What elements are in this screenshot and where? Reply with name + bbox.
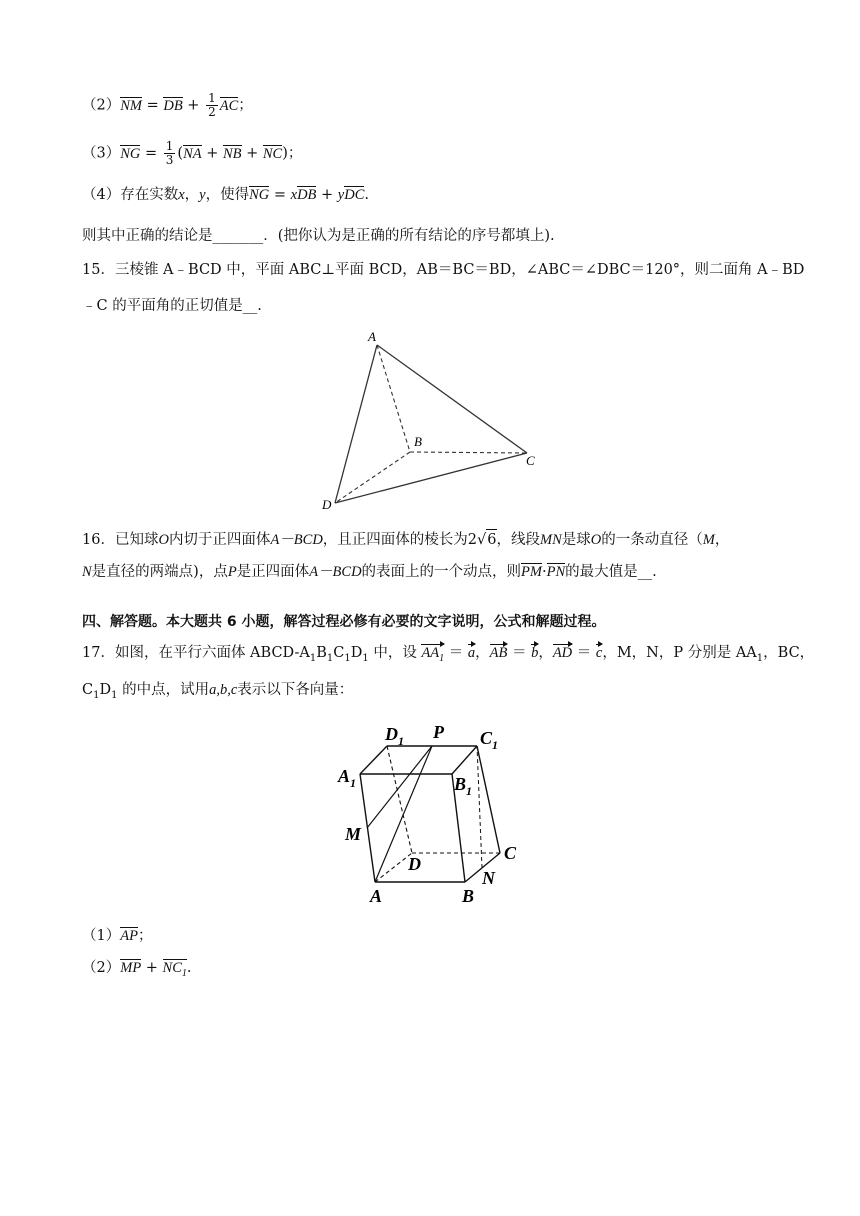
text: B (316, 645, 327, 661)
punct: ； (137, 928, 153, 944)
q14-item-4 (82, 185, 369, 205)
var-n: N (82, 564, 92, 580)
q16-line-1: 16．已知球O内切于正四面体A－BCD，且正四面体的棱长为2√6，线段MN是球O的一条动直径（M， (82, 529, 729, 550)
text: ， (714, 532, 730, 548)
fraction-third (164, 140, 176, 167)
plus: + (316, 187, 338, 203)
var-x: x (178, 187, 185, 203)
paren: ( (177, 145, 184, 162)
equals: ＝ (572, 645, 596, 661)
text: 的一条动直径（ (601, 532, 703, 548)
q15-tetrahedron-figure (310, 325, 550, 515)
subscript: 1 (756, 652, 764, 664)
label-b1: $B_1$ (454, 774, 473, 798)
label-a1: $A_1$ (338, 766, 357, 790)
text: ，使得 (205, 187, 250, 203)
vector-ap: AP (120, 928, 138, 944)
text: 内切于正四面体 (168, 532, 271, 548)
label-b: B (462, 886, 475, 906)
vec-text: NC (162, 960, 182, 976)
subscript: 1 (181, 967, 187, 979)
segment-mn: MN (540, 532, 562, 548)
text: ，BC， (763, 645, 815, 661)
q14-item-3 (82, 140, 302, 167)
item-number: （2） (82, 960, 121, 976)
label-d1: $D_1$ (385, 724, 404, 748)
subscript: 1 (344, 652, 351, 664)
text: D (99, 682, 112, 698)
tetra-name: A－BCD (270, 532, 323, 548)
var-p: P (227, 564, 237, 580)
label-d: D (408, 854, 421, 874)
edge-c1b1 (452, 746, 477, 774)
item-number: （4） (82, 187, 121, 203)
tetra-name: A－BCD (309, 564, 362, 580)
var-o: O (590, 532, 602, 548)
fraction-half (206, 92, 218, 119)
vector-ab: AB (489, 645, 508, 661)
subscript: 1 (111, 689, 118, 701)
label-b: B (414, 434, 422, 449)
edge-ab-hidden (377, 345, 410, 452)
denominator: 3 (165, 153, 174, 167)
item-number: （2） (82, 97, 121, 114)
edge-ac (377, 345, 527, 453)
equals: = (140, 145, 162, 162)
q17-line-1 (82, 643, 814, 669)
equals: ＝ (444, 645, 468, 661)
label-c1: $C_1$ (480, 728, 499, 752)
vector-pn: PN (546, 564, 566, 580)
vector-mp: MP (120, 960, 142, 976)
equals: = (141, 97, 164, 114)
text: ，且正四面体的棱长为 (322, 532, 468, 548)
text: 17．如图，在平行六面体 ABCD-A (82, 645, 310, 661)
vector-nb: NB (222, 145, 242, 162)
sqrt-radicand: 6 (486, 529, 496, 550)
item-number: （1） (82, 928, 121, 944)
item-number: （3） (82, 145, 121, 162)
label-m: M (345, 824, 362, 844)
vec-text: AA (421, 645, 440, 661)
punct: . (186, 960, 192, 976)
coef: 2 (467, 532, 478, 548)
punct: ， (538, 645, 553, 661)
text: 的中点，试用 (117, 682, 210, 698)
vector-a: a (467, 645, 476, 661)
q14-item-2 (82, 92, 253, 119)
segment-mp (367, 746, 432, 828)
var-m: M (702, 532, 715, 548)
numerator: 1 (165, 139, 174, 153)
label-c: C (526, 453, 535, 468)
label-n: N (482, 868, 495, 888)
edge-d1d-hidden (387, 746, 412, 853)
vector-ad: AD (552, 645, 573, 661)
section-4-heading: 四、解答题。本大题共 6 小题，解答过程必修有必要的文字说明，公式和解题过程。 (82, 614, 606, 630)
vector-aa1 (421, 643, 444, 669)
q14-conclusion: 则其中正确的结论是_______．(把你认为是正确的所有结论的序号都填上). (82, 228, 555, 244)
vector-ac: AC (219, 97, 239, 114)
plus: + (141, 960, 163, 976)
vector-nc: NC (262, 145, 283, 162)
plus: + (182, 97, 205, 114)
q15-line-1: 15．三棱锥 A﹣BCD 中，平面 ABC⊥平面 BCD，AB＝BC＝BD，∠ABC＝∠DBC＝120°，则二面角 A﹣BD (82, 262, 805, 278)
q17-part-2 (82, 958, 192, 984)
var-y: y (337, 187, 345, 203)
punct: ， (184, 187, 200, 203)
vector-dc: DC (344, 187, 365, 203)
basis-vectors: a,b,c (209, 682, 238, 698)
text: ，线段 (496, 532, 541, 548)
edge-ad (335, 345, 377, 503)
punct: . (364, 187, 369, 203)
edge-dc (335, 453, 527, 503)
text: 中，设 (368, 645, 422, 661)
label-a: A (368, 329, 376, 344)
vector-c: c (595, 645, 603, 661)
vector-db: DB (297, 187, 317, 203)
edge-bc-hidden (410, 452, 527, 453)
text: 是球 (561, 532, 591, 548)
q17-line-2 (82, 680, 353, 706)
subscript: 1 (93, 689, 100, 701)
var-x: x (290, 187, 298, 203)
text: C (333, 645, 345, 661)
subscript: 1 (326, 652, 334, 664)
vector-ng: NG (120, 145, 141, 162)
label-a: A (370, 886, 383, 906)
numerator: 1 (208, 91, 216, 105)
text: 的最大值是__. (565, 564, 657, 580)
text: 是直径的两端点)，点 (91, 564, 228, 580)
segment-ap (375, 746, 432, 882)
plus: + (241, 145, 263, 162)
vector-na: NA (183, 145, 202, 162)
text: C (82, 682, 94, 698)
equals: ＝ (507, 645, 532, 661)
text: 的表面上的一个动点，则 (361, 564, 522, 580)
subscript: 1 (309, 652, 317, 664)
vector-nc1 (163, 958, 187, 984)
var-o: O (158, 532, 169, 548)
vector-b: b (531, 645, 539, 661)
text: ，M，N，P 分别是 AA (602, 645, 757, 661)
text: D (350, 645, 363, 661)
text: 存在实数 (120, 187, 179, 203)
label-c: C (504, 843, 517, 863)
plus: + (201, 145, 223, 162)
subscript: 1 (362, 652, 369, 664)
q16-line-2 (82, 562, 657, 582)
label-d: D (322, 497, 332, 512)
vector-pm: PM (521, 564, 542, 580)
label-p: P (433, 722, 444, 742)
paren: )； (282, 145, 303, 162)
subscript: 1 (439, 652, 445, 664)
q17-part-1 (82, 926, 152, 946)
vector-ng: NG (249, 187, 270, 203)
denominator: 2 (208, 105, 216, 119)
vector-db: DB (163, 97, 183, 114)
equals: = (269, 187, 291, 203)
punct: ， (475, 645, 490, 661)
q15-line-2: ﹣C 的平面角的正切值是__. (82, 298, 262, 314)
dot: · (541, 564, 547, 580)
text: 是正四面体 (236, 564, 310, 580)
text: 16．已知球 (82, 532, 159, 548)
q17-parallelepiped-figure (330, 716, 540, 910)
edge-a1d1 (360, 746, 387, 774)
text: 表示以下各向量： (237, 682, 354, 698)
punct: ； (238, 97, 253, 114)
var-y: y (199, 187, 206, 203)
vector-nm: NM (120, 97, 142, 114)
